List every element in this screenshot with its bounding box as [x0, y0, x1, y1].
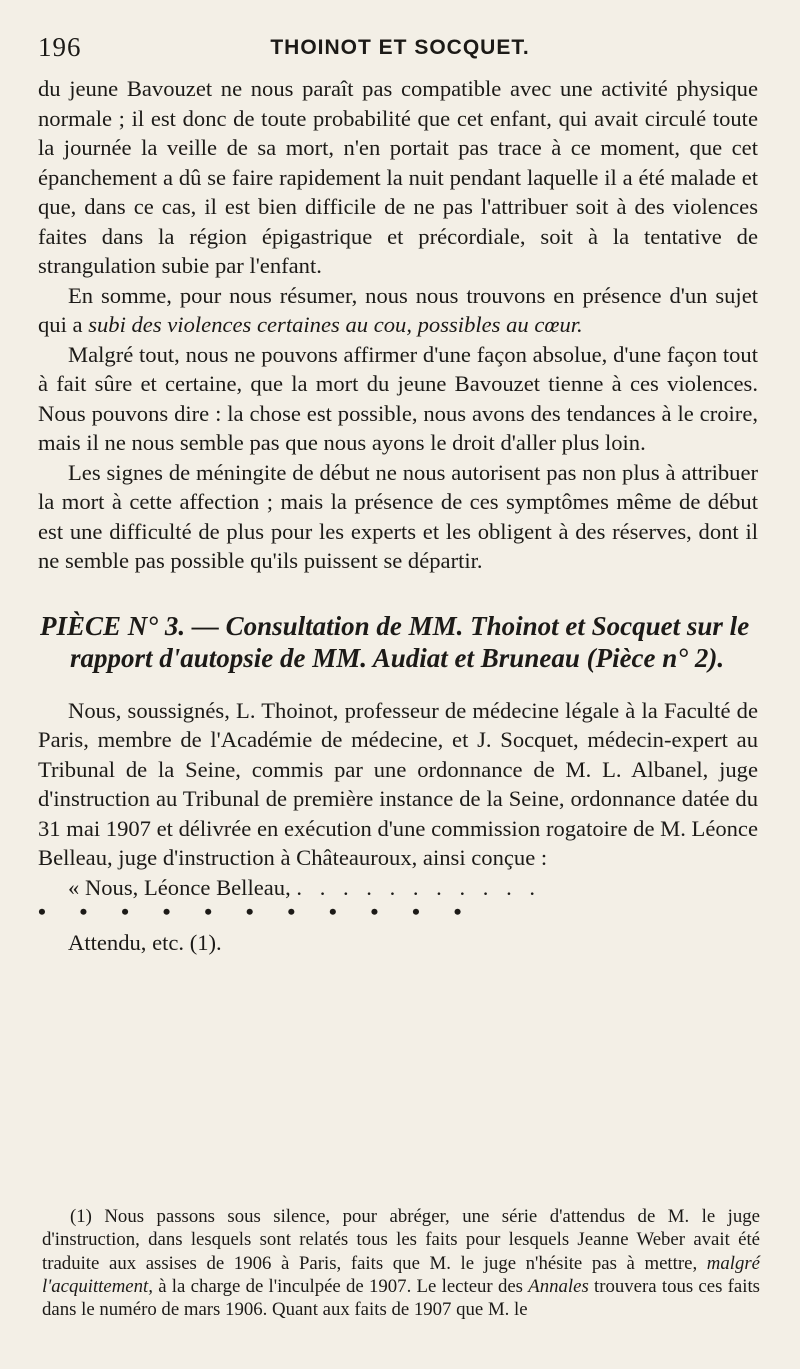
attendu-line: Attendu, etc. (1).	[68, 930, 222, 955]
paragraph-4: Les signes de méningite de début ne nous autorisent pas non plus à attribuer la mort à cette affection ; mais la présence de ces symptômes même de début est une difficulté de plus pour les experts et les obligent à des réserves, dont il ne semble pas possible qu'ils puissent se départir.	[38, 459, 758, 573]
paragraph-1: du jeune Bavouzet ne nous paraît pas compatible avec une activité physique normale ; il est donc de toute probabilité que cet enfant, qui avait circulé toute la journée la veille de sa mort, n'en portait pas trace à ce moment, que cet épanchement a dû se faire rapidement la nuit pendant laquelle il a été malade et que, dans ce cas, il est bien difficile de ne pas l'attribuer soit à des violences faites dans la région épigastrique et précordiale, soit à la tentative de strangulation subie par l'enfant.	[38, 76, 758, 278]
paragraph-3: Malgré tout, nous ne pouvons affirmer d'une façon absolue, d'une façon tout à fait sûre et certaine, que la mort du jeune Bavouzet tienne à ces violences. Nous pouvons dire : la chose est possible, nous avons des tendances à le croire, mais il ne nous semble pas que nous ayons le droit d'aller plus loin.	[38, 341, 758, 455]
running-head: THOINOT ET SOCQUET.	[270, 36, 530, 59]
section-heading: PIÈCE N° 3. — Consultation de MM. Thoinot et Socquet sur le rapport d'autopsie de MM. Audiat et Bruneau (Pièce n° 2).	[40, 610, 750, 673]
footnote-italic-2: Annales	[528, 1276, 589, 1298]
dots-line: • • • • • • • • • • •	[38, 899, 476, 924]
page-number: 196	[38, 32, 82, 62]
footnote-italic-1: malgré l'acquittement,	[42, 1252, 760, 1298]
paragraph-5: Nous, soussignés, L. Thoinot, professeur de médecine légale à la Faculté de Paris, membre de l'Académie de médecine, et J. Socquet, médecin-expert au Tribunal de la Seine, commis par une ordonnance de M. L. Albanel, juge d'instruction au Tribunal de première instance de la Seine, ordonnance datée du 31 mai 1907 et délivrée en exécution d'une commission rogatoire de M. Léonce Belleau, juge d'instruction à Châteauroux, ainsi conçue :	[38, 697, 758, 870]
quote-text: « Nous, Léonce Belleau,	[68, 874, 291, 900]
paragraph-2	[38, 281, 758, 340]
footnote-end: trouvera tous ces faits dans le numéro de mars 1906. Quant aux faits de 1907 que M. le	[42, 1276, 760, 1321]
footnote-start: (1) Nous passons sous silence, pour abréger, une série d'attendus de M. le juge d'instruction, dans lesquels sont relatés tous les faits pour lesquels Jeanne Weber avait été traduite aux assises de 1906 à Paris, faits que M. le juge n'hésite pas à mettre,	[42, 1205, 760, 1274]
main-text	[38, 74, 758, 958]
paragraph-2-italic: subi des violences certaines au cou, possibles au cœur.	[88, 312, 583, 337]
page-header	[38, 28, 762, 68]
paragraph-2-text: En somme, pour nous résumer, nous nous trouvons en présence d'un sujet qui a	[38, 282, 758, 337]
footnote-middle: à la charge de l'inculpée de 1907. Le lecteur des	[152, 1276, 529, 1298]
footnote	[42, 1205, 760, 1322]
quote-line	[38, 873, 758, 903]
quote-dots: . . . . . . . . . . .	[296, 874, 542, 900]
